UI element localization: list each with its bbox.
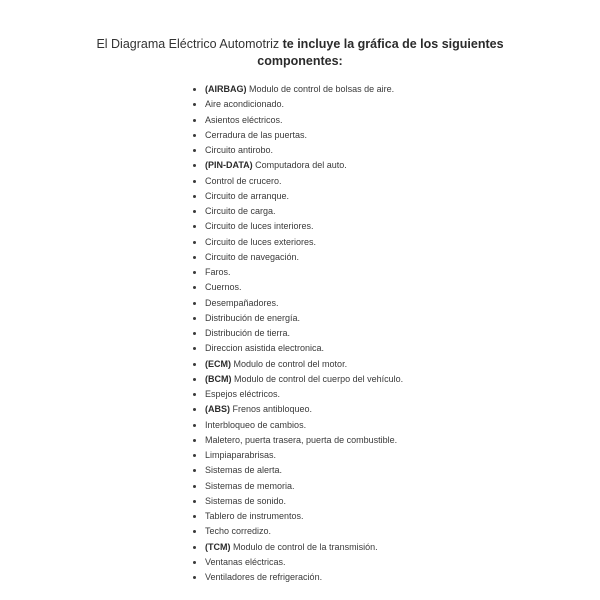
item-text: Cerradura de las puertas.: [205, 129, 308, 140]
item-text: Ventiladores de refrigeración.: [205, 572, 323, 582]
list-item: [191, 524, 403, 539]
item-text: Techo corredizo.: [205, 526, 272, 537]
item-text: Circuito de arranque.: [205, 190, 290, 201]
item-text: Cuernos.: [205, 282, 242, 293]
item-text: Modulo de control del motor.: [231, 358, 348, 369]
bullet-icon: [193, 500, 196, 503]
heading-emphasis: te incluye la gráfica de los siguientes componentes:: [257, 37, 504, 68]
bullet-icon: [193, 134, 196, 137]
list-item: [191, 463, 403, 478]
item-text: Interbloqueo de cambios.: [205, 419, 307, 430]
bullet-icon: [193, 256, 196, 259]
bullet-icon: [193, 408, 196, 411]
list-item: [191, 265, 403, 280]
item-code: (TCM): [205, 541, 231, 552]
item-code: (ABS): [205, 404, 230, 415]
list-item: [191, 479, 403, 494]
bullet-icon: [193, 119, 196, 122]
list-item: [191, 357, 403, 372]
bullet-icon: [193, 195, 196, 198]
item-text: Aire acondicionado.: [205, 99, 285, 110]
item-text: Sistemas de memoria.: [205, 480, 295, 491]
bullet-icon: [193, 469, 196, 472]
list-item: [191, 174, 403, 189]
item-text: Frenos antibloqueo.: [230, 404, 313, 415]
item-text: Modulo de control de la transmisión.: [230, 541, 378, 552]
list-item: [191, 540, 403, 555]
bullet-icon: [193, 393, 196, 396]
bullet-icon: [193, 439, 196, 442]
item-text: Circuito de luces interiores.: [205, 221, 314, 232]
list-item: [191, 341, 403, 356]
list-item: [191, 570, 403, 585]
item-text: Modulo de control de bolsas de aire.: [246, 84, 395, 94]
item-text: Circuito de carga.: [205, 206, 276, 216]
item-text: Maletero, puerta trasera, puerta de combustible.: [205, 434, 398, 445]
list-item: [191, 402, 403, 417]
bullet-icon: [193, 424, 196, 427]
list-item: [191, 250, 403, 265]
item-code: (ECM): [205, 358, 231, 369]
item-code: (AIRBAG): [205, 84, 247, 94]
item-text: Asientos eléctricos.: [205, 114, 283, 125]
list-item: [191, 204, 403, 219]
bullet-icon: [193, 241, 196, 244]
item-text: Circuito antirobo.: [205, 145, 274, 155]
list-item: [191, 326, 403, 341]
bullet-icon: [193, 88, 196, 91]
list-item: [191, 189, 403, 204]
item-text: Sistemas de sonido.: [205, 495, 287, 506]
bullet-icon: [193, 454, 196, 457]
list-item: [191, 555, 403, 570]
list-item: [191, 372, 403, 387]
list-item: [191, 311, 403, 326]
heading-intro: El Diagrama Eléctrico Automotriz: [96, 37, 283, 51]
list-item: [191, 97, 403, 112]
list-item: [191, 235, 403, 250]
list-item: [191, 128, 403, 143]
bullet-icon: [193, 180, 196, 183]
bullet-icon: [193, 332, 196, 335]
item-code: (PIN-DATA): [205, 160, 253, 171]
list-item: [191, 418, 403, 433]
bullet-icon: [193, 515, 196, 518]
bullet-icon: [193, 561, 196, 564]
list-item: [191, 219, 403, 234]
list-item: [191, 387, 403, 402]
item-text: Limpiaparabrisas.: [205, 450, 277, 460]
bullet-icon: [193, 530, 196, 533]
item-text: Computadora del auto.: [252, 160, 347, 171]
bullet-icon: [193, 317, 196, 320]
item-text: Desempañadores.: [205, 297, 279, 308]
bullet-icon: [193, 347, 196, 350]
bullet-icon: [193, 485, 196, 488]
bullet-icon: [193, 576, 196, 579]
item-text: Control de crucero.: [205, 175, 282, 186]
bullet-icon: [193, 378, 196, 381]
bullet-icon: [193, 103, 196, 106]
bullet-icon: [193, 210, 196, 213]
list-item: [191, 448, 403, 463]
bullet-icon: [193, 546, 196, 549]
item-code: (BCM): [205, 373, 232, 384]
component-list: [191, 82, 403, 585]
item-text: Espejos eléctricos.: [205, 389, 281, 399]
bullet-icon: [193, 164, 196, 167]
list-item: [191, 113, 403, 128]
bullet-icon: [193, 286, 196, 289]
list-item: [191, 143, 403, 158]
list-item: [191, 280, 403, 295]
list-item: [191, 509, 403, 524]
item-text: Faros.: [205, 267, 231, 277]
item-text: Circuito de luces exteriores.: [205, 236, 317, 247]
list-item: [191, 82, 403, 97]
list-item: [191, 433, 403, 448]
bullet-icon: [193, 225, 196, 228]
bullet-icon: [193, 149, 196, 152]
item-text: Ventanas eléctricas.: [205, 556, 286, 567]
page-heading: [90, 36, 510, 70]
bullet-icon: [193, 302, 196, 305]
item-text: Distribución de energía.: [205, 312, 301, 323]
item-text: Sistemas de alerta.: [205, 465, 283, 476]
item-text: Circuito de navegación.: [205, 251, 300, 262]
list-item: [191, 296, 403, 311]
item-text: Distribución de tierra.: [205, 328, 291, 338]
bullet-icon: [193, 271, 196, 274]
item-text: Direccion asistida electronica.: [205, 343, 325, 354]
list-item: [191, 494, 403, 509]
item-text: Tablero de instrumentos.: [205, 511, 304, 521]
bullet-icon: [193, 363, 196, 366]
list-item: [191, 158, 403, 173]
item-text: Modulo de control del cuerpo del vehículo.: [231, 373, 404, 384]
